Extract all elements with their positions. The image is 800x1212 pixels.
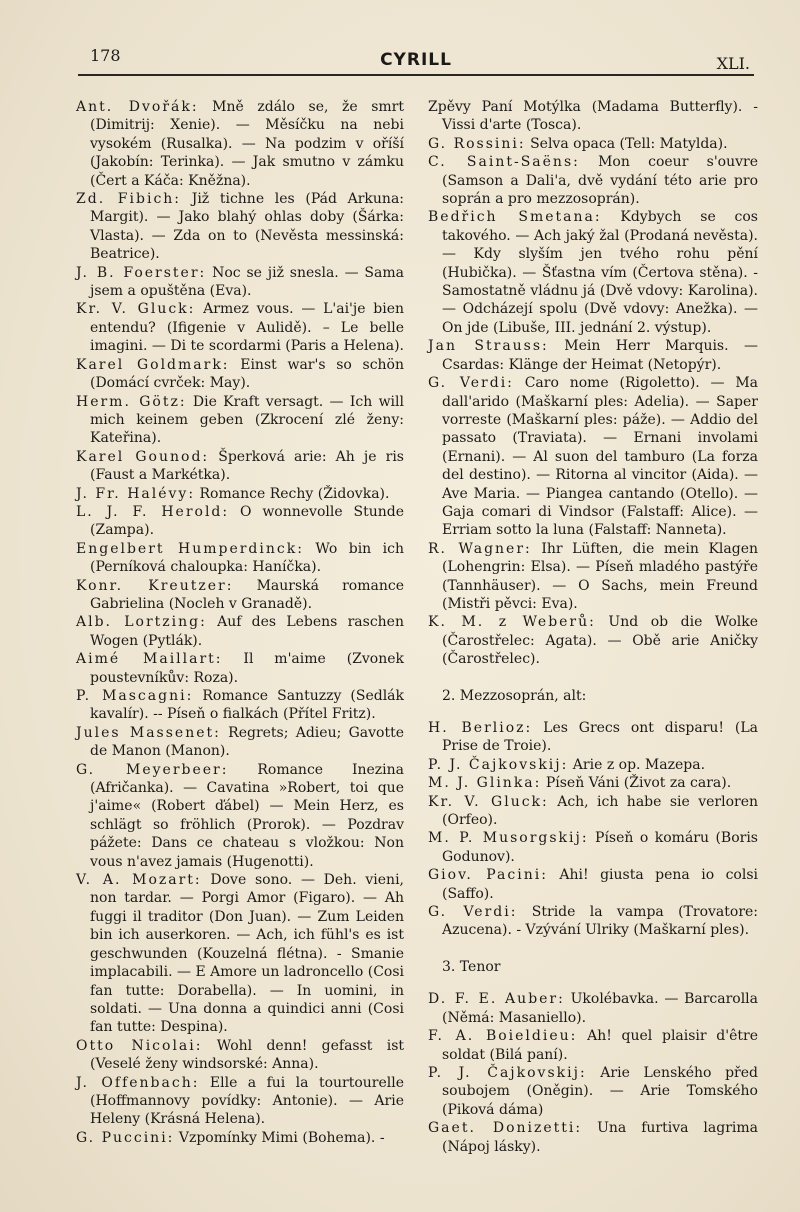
aria-list: Und ob die Wolke (Čarostřelec: Agata). — Obě arie Aničky (Čarostřelec). — [442, 614, 758, 668]
composer-name: R. Wagner: — [428, 540, 532, 557]
aria-list: Již tichne les (Pád Arkuna: Margit). — Jako blahý ohlas doby (Šárka: Vlasta). — Zda on to (Nevěsta messinská: Beatrice). — [90, 191, 405, 263]
composer-name: G. Puccini: — [76, 1129, 175, 1146]
entry — [428, 793, 758, 830]
aria-list: Stride la vampa (Trovatore: Azucena). - Vzývání Ulriky (Maškarní ples). — [442, 904, 759, 939]
aria-list: Les Grecs ont disparu! (La Prise de Troie). — [442, 720, 758, 755]
composer-name: Karel Goldmark: — [76, 356, 230, 373]
page-header — [78, 46, 754, 76]
composer-name: Ant. Dvořák: — [76, 99, 199, 115]
entry — [76, 98, 404, 190]
composer-name: Zd. Fibich: — [76, 191, 182, 208]
aria-list: Wo bin ich (Perníková chaloupka: Haníčka). — [90, 540, 404, 576]
section-heading-tenor: 3. Tenor — [442, 958, 501, 975]
aria-list: Šperková arie: Ah je ris (Faust a Markétka). — [90, 448, 404, 484]
aria-list: Noc se již snesla. — Sama jsem a opuštěna (Eva). — [90, 264, 404, 300]
entry — [76, 1037, 404, 1074]
aria-list: Ahi! giusta pena io colsi (Saffo). — [442, 867, 759, 902]
entry — [428, 903, 758, 940]
entry — [428, 756, 758, 774]
entry — [76, 761, 404, 871]
entry — [428, 719, 758, 756]
aria-list: Romance Rechy (Židovka). — [199, 485, 390, 502]
aria-list: Caro nome (Rigoletto). — Ma dall'arido (Maškarní ples: Adelia). — Saper vorreste (Maškarní ples: páže). — Addio del passato (Traviata). — Ernani involami (Ernani). — Al suon del tamburo (La forza del destino). — Ritorna al vincitor (Aida). — Ave Maria. — Piangea cantando (Otello). — Gaja comari di Vindsor (Falstaff: Alice). — Erriam sotto la luna (Falstaff: Nanneta). — [442, 375, 759, 539]
entry — [76, 540, 404, 577]
aria-list: Zpěvy Paní Motýlka (Madama Butterfly). - Vissi d'arte (Tosca). — [428, 99, 758, 134]
aria-list: Una furtiva lagrima (Nápoj lásky). — [442, 1120, 758, 1155]
entry — [428, 208, 758, 337]
entry — [428, 540, 758, 614]
entry — [76, 190, 404, 264]
composer-name: Aimé Maillart: — [76, 651, 223, 668]
aria-list: Romance Inezina (Afričanka). — Cavatina »Robert, toi que j'aime« (Robert ďábel) — Mein Herz, es schlägt so fröhlich (Prorok). — Pozdrav pážete: Dans ce chateau s vložkou: Non vous n'avez jamais (Hugenotti). — [90, 761, 404, 870]
entry — [428, 374, 758, 540]
aria-list: Il m'aime (Zvonek poustevníkův: Roza). — [90, 651, 405, 686]
aria-list: Dove sono. — Deh. vieni, non tardar. — Porgi Amor (Figaro). — Ah fuggi il traditor (Don Juan). — Zum Leiden bin ich auserkoren. — Ach, ich fühl's es ist geschwunden (Kouzelná flétna). - Smanie implacabili. — E Amore un ladroncello (Cosi fan tutte: Dorabella). — In uomini, in soldati. — Una donna a quindici anni (Cosi fan tutte: Despina). — [90, 872, 405, 1036]
aria-list: Vzpomínky Mimi (Bohema). - — [178, 1129, 385, 1146]
composer-name: J. Fr. Halévy: — [76, 485, 196, 502]
entry — [428, 866, 758, 903]
aria-list: Die Kraft versagt. — Ich will mich keinem geben (Zkrocení zlé ženy: Kateřina). — [90, 393, 404, 447]
composer-name: Karel Gounod: — [76, 448, 210, 465]
right-column — [428, 98, 758, 1156]
composer-name: Jules Massenet: — [76, 724, 221, 741]
composer-name: J. Offenbach: — [76, 1074, 200, 1091]
composer-name: Konr. Kreutzer: — [76, 577, 234, 594]
composer-name: K. M. z Weberů: — [428, 614, 596, 631]
aria-list: O wonnevolle Stunde (Zampa). — [90, 503, 404, 539]
composer-name: Alb. Lortzing: — [76, 614, 207, 631]
aria-list: Auf des Lebens raschen Wogen (Pytlák). — [90, 614, 404, 649]
entry — [428, 829, 758, 866]
aria-list: Regrets; Adieu; Gavotte de Manon (Manon). — [90, 724, 405, 760]
aria-list: Mon coeur s'ouvre (Samson a Dali'a, dvě vydání této arie pro soprán a pro mezzosoprán). — [442, 154, 758, 208]
entry — [76, 264, 404, 301]
composer-name: Gaet. Donizetti: — [428, 1120, 583, 1137]
entry — [76, 485, 404, 503]
running-title: CYRILL — [380, 50, 452, 70]
aria-list: Arie Lenského před soubojem (Oněgin). — Arie Tomského (Piková dáma) — [442, 1064, 758, 1118]
entry — [76, 503, 404, 540]
page-number: 178 — [90, 46, 121, 65]
entry — [428, 153, 758, 208]
entry — [76, 1074, 404, 1129]
entry — [76, 724, 404, 761]
aria-list: Elle a fui la tourtourelle (Hoffmannovy povídky: Antonie). — Arie Heleny (Krásná Helena). — [90, 1074, 404, 1128]
composer-name: G. Rossini: — [428, 135, 526, 152]
aria-list: Ihr Lüften, die mein Klagen (Lohengrin: Elsa). — Píseň mladého pastýře (Tannhäuser). — O Sachs, mein Freund (Mistři pěvci: Eva). — [442, 540, 758, 612]
composer-name: F. A. Boieldieu: — [428, 1028, 578, 1045]
entry — [428, 613, 758, 668]
composer-name: G. Verdi: — [428, 375, 514, 392]
entry — [428, 774, 758, 792]
composer-name: Bedřich Smetana: — [428, 209, 602, 226]
entry — [76, 577, 404, 614]
aria-list: Armez vous. — L'ai'je bien entendu? (Ifigenie v Aulidě). – Le belle imagini. — Di te scordarmi (Paris a Helena). — [90, 301, 405, 355]
aria-list: Ukolébavka. — Barcarolla (Němá: Masaniello). — [442, 991, 759, 1026]
aria-list: Kdybych se cos takového. — Ach jaký žal (Prodaná nevěsta). — Kdy slyším jen tvého rohu pění (Hubička). — Šťastna vím (Čertova stěna). - Samostatně vládnu já (Dvě vdovy: Karolina). — Odcházejí spolu (Dvě vdovy: Anežka). — On jde (Libuše, III. jednání 2. výstup). — [442, 209, 758, 336]
entry — [76, 687, 404, 724]
aria-list: Selva opaca (Tell: Matylda). — [530, 135, 728, 152]
aria-list: Romance Santuzzy (Sedlák kavalír). -- Píseň o fialkách (Přítel Fritz). — [90, 688, 405, 723]
aria-list: Mně zdálo se, že smrt (Dimitrij: Xenie). — Měsíčku na nebi vysokém (Rusalka). — Na podzim v oříší (Jakobín: Terinka). — Jak smutno v zámku (Čert a Káča: Kněžna). — [90, 99, 405, 189]
composer-name: P. J. Čajkovskij: — [428, 1064, 587, 1081]
entry — [428, 990, 758, 1027]
composer-name: C. Saint-Saëns: — [428, 154, 580, 171]
entry — [76, 300, 404, 355]
entry — [428, 1064, 758, 1119]
composer-name: Kr. V. Gluck: — [76, 301, 196, 318]
entry — [76, 650, 404, 687]
entry — [76, 393, 404, 448]
aria-list: Ach, ich habe sie verloren (Orfeo). — [442, 793, 759, 829]
composer-name: P. J. Čajkovskij: — [428, 756, 569, 773]
composer-name: Otto Nicolai: — [76, 1037, 203, 1054]
composer-name: G. Meyerbeer: — [76, 761, 229, 778]
aria-list: Maurská romance Gabrielina (Nocleh v Granadě). — [90, 577, 404, 612]
aria-list: Píseň Váni (Život za cara). — [545, 775, 732, 792]
aria-list: Ah! quel plaisir d'être soldat (Bilá paní). — [442, 1028, 758, 1063]
composer-name: Kr. V. Gluck: — [428, 793, 549, 810]
composer-name: L. J. F. Herold: — [76, 503, 230, 520]
section-heading-mezzosoprano: 2. Mezzosoprán, alt: — [442, 687, 587, 704]
composer-name: P. Mascagni: — [76, 688, 194, 704]
aria-list: Einst war's so schön (Domácí cvrček: May). — [90, 356, 405, 392]
composer-name: H. Berlioz: — [428, 720, 533, 736]
composer-name: M. J. Glinka: — [428, 775, 542, 792]
composer-name: Giov. Pacini: — [428, 867, 548, 884]
entry — [76, 871, 404, 1037]
entry — [428, 1119, 758, 1156]
composer-name: D. F. E. Auber: — [428, 991, 565, 1008]
aria-list: Mein Herr Marquis. — Csardas: Klänge der Heimat (Netopýr). — [442, 338, 759, 373]
aria-list: Wohl denn! gefasst ist (Veselé ženy windsorské: Anna). — [90, 1037, 405, 1073]
entry — [76, 1129, 404, 1147]
entry — [428, 98, 758, 135]
composer-name: Engelbert Humperdinck: — [76, 540, 304, 557]
aria-list: Píseň o komáru (Boris Godunov). — [442, 830, 758, 865]
composer-name: M. P. Musorgskij: — [428, 830, 589, 847]
composer-name: Herm. Götz: — [76, 393, 187, 410]
entry — [76, 448, 404, 485]
composer-name: Jan Strauss: — [428, 338, 549, 355]
composer-name: G. Verdi: — [428, 904, 518, 921]
chapter-number: XLI. — [716, 54, 750, 73]
entry — [428, 1027, 758, 1064]
aria-list: Arie z op. Mazepa. — [572, 756, 706, 773]
entry — [428, 135, 758, 153]
entry — [76, 613, 404, 650]
left-column — [76, 98, 404, 1147]
entry — [428, 337, 758, 374]
composer-name: V. A. Mozart: — [76, 872, 202, 889]
composer-name: J. B. Foerster: — [76, 264, 207, 281]
entry — [76, 356, 404, 393]
